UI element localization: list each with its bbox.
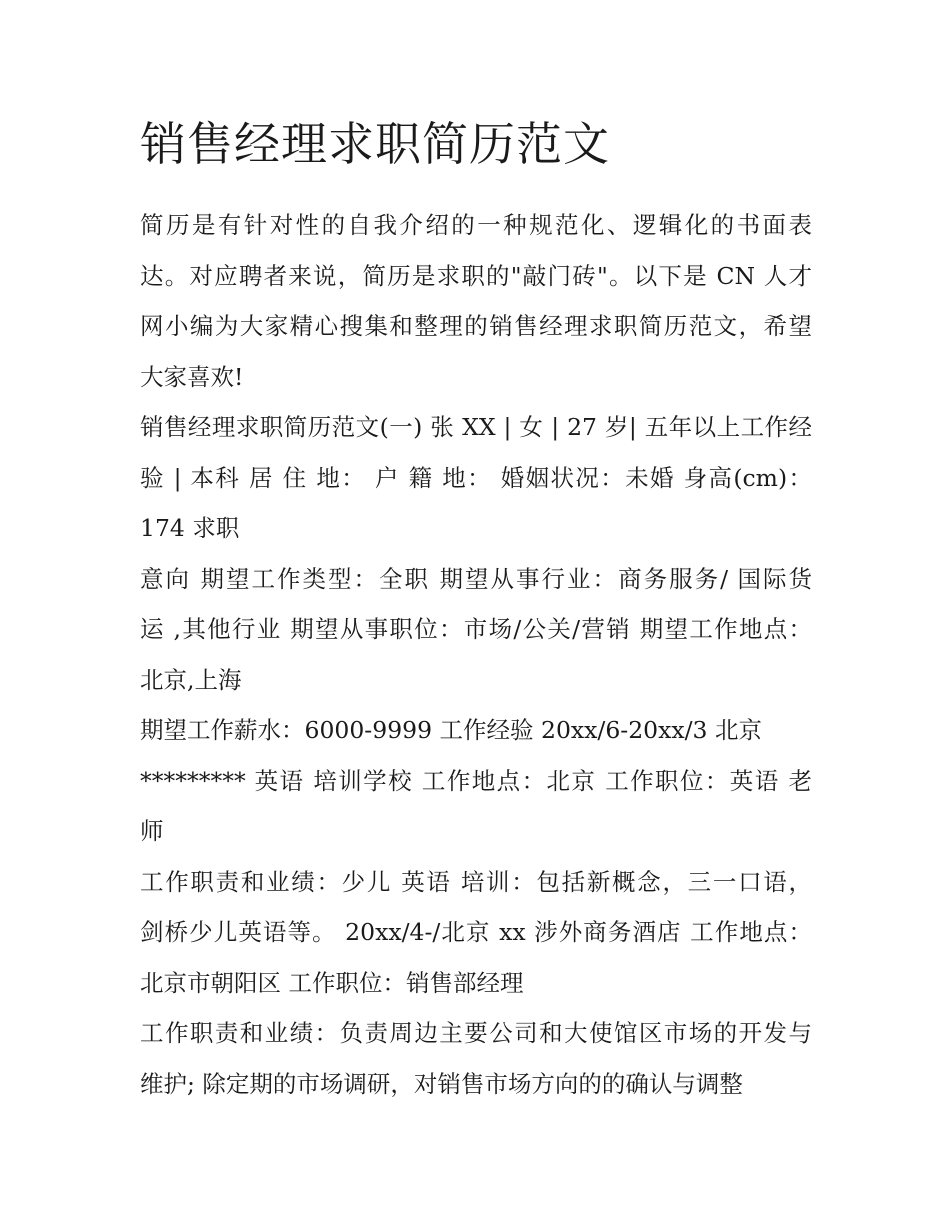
document-page [140, 112, 812, 1109]
text-line: 期望工作薪水：6000-9999 工作经验 20xx/6-20xx/3 北京 [140, 716, 762, 744]
text-line: 北京市朝阳区 工作职位：销售部经理 [140, 968, 524, 997]
text-line: ********* 英语 培训学校 工作地点：北京 工作职位：英语 老 [140, 766, 812, 795]
text-line: 师 [140, 817, 164, 845]
text-line: 维护; 除定期的市场调研，对销售市场方向的的确认与调整 [140, 1069, 743, 1098]
paragraph-job-intention [140, 554, 812, 706]
paragraph-duties-teacher [140, 857, 812, 1009]
text-line: 174 求职 [140, 514, 240, 542]
text-line: 简历是有针对性的自我介绍的一种规范化、逻辑化的书面表 [140, 211, 812, 239]
text-line: 意向 期望工作类型：全职 期望从事行业：商务服务/ 国际货 [140, 564, 812, 593]
text-line: 验 | 本科 居 住 地： 户 籍 地： 婚姻状况：未婚 身高(cm)： [140, 463, 812, 492]
paragraph-duties-sales [140, 1008, 812, 1109]
text-line: 销售经理求职简历范文(一) 张 XX | 女 | 27 岁| 五年以上工作经 [140, 413, 812, 441]
text-line: 工作职责和业绩：少儿 英语 培训：包括新概念，三一口语， [140, 867, 812, 896]
paragraph-salary-experience [140, 705, 812, 857]
paragraph-intro [140, 200, 812, 402]
text-line: 运 ,其他行业 期望从事职位：市场/公关/营销 期望工作地点： [140, 615, 812, 643]
text-line: 达。对应聘者来说，简历是求职的"敲门砖"。以下是 CN 人才 [140, 261, 812, 290]
document-title: 销售经理求职简历范文 [140, 117, 610, 171]
text-line: 剑桥少儿英语等。 20xx/4-/北京 xx 涉外商务酒店 工作地点： [140, 918, 812, 946]
paragraph-personal-info [140, 402, 812, 554]
text-line: 北京,上海 [140, 665, 242, 694]
text-line: 大家喜欢! [140, 362, 244, 391]
text-line: 网小编为大家精心搜集和整理的销售经理求职简历范文，希望 [140, 312, 812, 340]
text-line: 工作职责和业绩：负责周边主要公司和大使馆区市场的开发与 [140, 1019, 812, 1047]
